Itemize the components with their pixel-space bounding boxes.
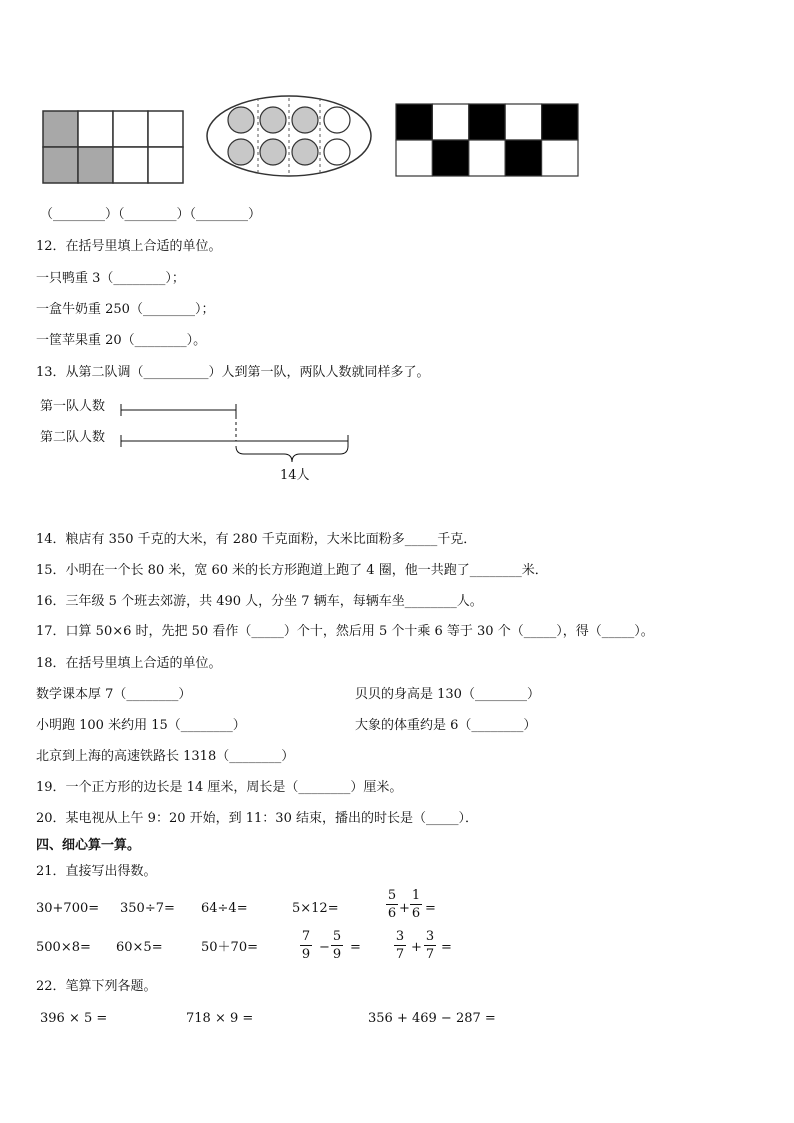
q22-expr-3[interactable]: 356 + 469 − 287 = bbox=[368, 1011, 496, 1026]
q13-team1-label: 第一队人数 bbox=[40, 399, 106, 414]
grid-cell-shaded bbox=[43, 111, 78, 147]
q18-item-2[interactable]: 贝贝的身高是 130（________） bbox=[355, 687, 540, 702]
fraction-strip-figure bbox=[394, 102, 582, 180]
circle-shaded bbox=[228, 139, 254, 165]
circle-shaded bbox=[260, 107, 286, 133]
q21-expr-1[interactable]: 30+700= bbox=[36, 901, 100, 916]
circle-shaded bbox=[260, 139, 286, 165]
strip-cell bbox=[432, 104, 468, 140]
circle bbox=[324, 107, 350, 133]
q20-question[interactable]: 20．某电视从上午 9：20 开始，到 11：30 结束，播出的时长是（_____）． bbox=[36, 811, 478, 826]
circle-shaded bbox=[292, 107, 318, 133]
circle-shaded bbox=[228, 107, 254, 133]
strip-cell bbox=[469, 140, 505, 176]
q18-item-5[interactable]: 北京到上海的高速铁路长 1318（________） bbox=[36, 749, 295, 764]
fraction-a: 5 6 bbox=[387, 888, 397, 921]
strip-cell-black bbox=[469, 104, 505, 140]
operator: − bbox=[319, 940, 330, 955]
equals: = bbox=[425, 901, 436, 916]
q21-expr-6[interactable]: 60×5= bbox=[116, 940, 163, 955]
q12-item-1[interactable]: 一只鸭重 3（________）； bbox=[36, 271, 185, 286]
section-4-heading: 四、细心算一算。 bbox=[36, 838, 141, 853]
q14-question[interactable]: 14．粮店有 350 千克的大米，有 280 千克面粉，大米比面粉多_____千克． bbox=[36, 532, 477, 547]
strip-cell-black bbox=[432, 140, 468, 176]
q21-title: 21．直接写出得数。 bbox=[36, 864, 157, 879]
q13-team2-label: 第二队人数 bbox=[40, 430, 106, 445]
q12-item-2[interactable]: 一盒牛奶重 250（________）； bbox=[36, 302, 215, 317]
q21-expr-5[interactable]: 500×8= bbox=[36, 940, 91, 955]
strip-cell bbox=[542, 140, 578, 176]
q15-question[interactable]: 15．小明在一个长 80 米，宽 60 米的长方形跑道上跑了 4 圈，他一共跑了________米． bbox=[36, 563, 548, 578]
grid-cell bbox=[148, 147, 183, 183]
strip-cell bbox=[396, 140, 432, 176]
fraction-a: 3 7 bbox=[395, 929, 405, 962]
fraction-b: 5 9 bbox=[332, 929, 342, 962]
q17-question[interactable]: 17．口算 50×6 时，先把 50 看作（_____）个十，然后用 5 个十乘 6 等于 30 个（_____），得（_____）。 bbox=[36, 624, 654, 639]
strip-cell-black bbox=[505, 140, 541, 176]
operator: + bbox=[399, 901, 410, 916]
fraction-grid-figure bbox=[40, 108, 186, 186]
equals: = bbox=[350, 940, 361, 955]
fraction-a: 7 9 bbox=[301, 929, 311, 962]
q21-expr-2[interactable]: 350÷7= bbox=[120, 901, 175, 916]
q19-question[interactable]: 19．一个正方形的边长是 14 厘米，周长是（________）厘米。 bbox=[36, 780, 403, 795]
q21-expr-7[interactable]: 50＋70= bbox=[201, 940, 258, 955]
q18-item-1[interactable]: 数学课本厚 7（________） bbox=[36, 687, 192, 702]
grid-cell bbox=[113, 111, 148, 147]
brace bbox=[236, 446, 348, 462]
q12-item-3[interactable]: 一筐苹果重 20（________）。 bbox=[36, 333, 207, 348]
strip-cell-black bbox=[542, 104, 578, 140]
q13-line-diagram bbox=[118, 396, 358, 466]
q21-expr-4[interactable]: 5×12= bbox=[292, 901, 339, 916]
q18-title: 18．在括号里填上合适的单位。 bbox=[36, 656, 222, 671]
q22-expr-1[interactable]: 396 × 5 = bbox=[40, 1011, 108, 1026]
q18-item-4[interactable]: 大象的体重约是 6（________） bbox=[355, 718, 537, 733]
grid-cell bbox=[113, 147, 148, 183]
grid-cell bbox=[148, 111, 183, 147]
circle bbox=[324, 139, 350, 165]
strip-cell bbox=[505, 104, 541, 140]
fraction-circles-figure bbox=[203, 92, 375, 180]
q12-title: 12．在括号里填上合适的单位。 bbox=[36, 239, 222, 254]
q13-question[interactable]: 13．从第二队调（__________）人到第一队，两队人数就同样多了。 bbox=[36, 365, 430, 380]
q22-expr-2[interactable]: 718 × 9 = bbox=[186, 1011, 254, 1026]
q16-question[interactable]: 16．三年级 5 个班去郊游，共 490 人，分坐 7 辆车，每辆车坐________人。 bbox=[36, 594, 483, 609]
grid-cell bbox=[78, 111, 113, 147]
strip-cell-black bbox=[396, 104, 432, 140]
q11-answer-blanks[interactable]: （________）（________）（________） bbox=[40, 207, 262, 222]
grid-cell-shaded bbox=[78, 147, 113, 183]
fraction-b: 1 6 bbox=[411, 888, 421, 921]
q18-item-3[interactable]: 小明跑 100 米约用 15（________） bbox=[36, 718, 246, 733]
fraction-b: 3 7 bbox=[425, 929, 435, 962]
equals: = bbox=[441, 940, 452, 955]
q13-brace-label: 14人 bbox=[280, 468, 310, 483]
q22-title: 22．笔算下列各题。 bbox=[36, 979, 157, 994]
circle-shaded bbox=[292, 139, 318, 165]
operator: + bbox=[411, 940, 422, 955]
q21-expr-3[interactable]: 64÷4= bbox=[201, 901, 248, 916]
grid-cell-shaded bbox=[43, 147, 78, 183]
